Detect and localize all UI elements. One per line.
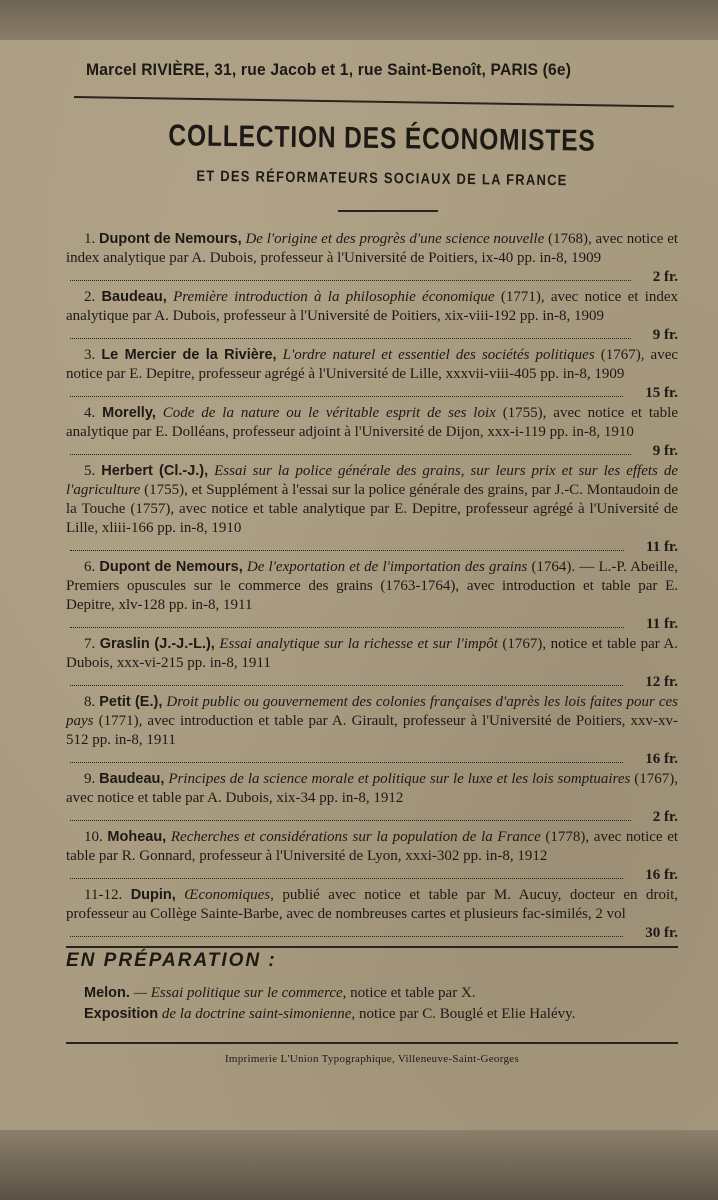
entry-details: (1771), avec notice et index analytique par A. Dubois, professeur à l'Université de Poitiers, xix-viii-192 pp. in-8, 1909 xyxy=(66,289,679,324)
entry-price: 11 fr. xyxy=(646,616,678,632)
entry-number: 4. xyxy=(84,405,96,421)
entry-author: Baudeau, xyxy=(101,289,167,305)
entry-details: (1771), avec introduction et table par A. Girault, professeur à l'Université de Poitiers, xxv-xv-512 pp. in-8, 1911 xyxy=(66,713,679,748)
entry-number: 6. xyxy=(84,559,96,575)
header-rule xyxy=(74,96,674,107)
prep-title: de la doctrine saint-simonienne, xyxy=(161,1005,356,1022)
entry-price: 12 fr. xyxy=(645,674,678,690)
catalog-entry xyxy=(66,288,678,345)
entry-title: Principes de la science morale et politique sur le luxe et les lois somptuaires xyxy=(168,771,631,787)
catalog-entry xyxy=(66,462,678,557)
entry-price-line xyxy=(66,268,678,287)
entry-author: Herbert (Cl.-J.), xyxy=(101,463,209,479)
entry-title: Essai sur la police générale des grains, sur leurs prix et sur les effets de l'agriculture xyxy=(66,463,678,498)
entry-price-line xyxy=(66,673,678,692)
prep-title: — Essai politique sur le commerce, xyxy=(133,984,347,1001)
preparation-label: EN PRÉPARATION : xyxy=(66,949,277,971)
catalog-entry xyxy=(66,558,678,634)
dot-leader xyxy=(70,454,631,455)
entry-price: 30 fr. xyxy=(645,925,678,941)
entry-price-line xyxy=(66,866,678,885)
entry-details: (1778), avec notice et table par R. Gonnard, professeur à l'Université de Lyon, xxxi-302 pp. in-8, 1912 xyxy=(66,829,679,864)
catalog-entry xyxy=(66,886,678,943)
entry-container xyxy=(66,230,678,943)
entry-author: Dupont de Nemours, xyxy=(99,231,242,247)
entry-price: 11 fr. xyxy=(646,539,678,555)
preparation-rule xyxy=(66,946,678,948)
preparation-item xyxy=(66,1005,678,1024)
entry-title: L'ordre naturel et essentiel des sociétés politiques xyxy=(282,347,595,363)
entry-number: 7. xyxy=(84,636,96,652)
entry-details: (1767), avec notice par E. Depitre, professeur agrégé à l'Université de Lille, xxxvii-viii-405 pp. in-8, 1909 xyxy=(66,347,679,382)
entry-title: Droit public ou gouvernement des colonies françaises d'après les lois faites pour ces pays xyxy=(66,694,678,729)
entry-details: (1755), et Supplément à l'essai sur la police générale des grains, par J.-C. Montaudoin de la Touche (1757), avec notice et table analytique par E. Depitre, professeur agrégé à l'Université de Lille, xliii-166 pp. in-8, 1910 xyxy=(66,482,678,536)
entry-number: 2. xyxy=(84,289,96,305)
entry-price-line xyxy=(66,538,678,557)
entry-details-line xyxy=(66,713,678,748)
title-divider xyxy=(338,210,438,212)
dot-leader xyxy=(70,936,623,937)
entry-title: Œconomiques, xyxy=(184,887,274,903)
entry-number: 1. xyxy=(84,231,96,247)
catalog-entry xyxy=(66,404,678,461)
catalog-entry xyxy=(66,230,678,287)
entry-price: 2 fr. xyxy=(652,809,678,825)
entry-price: 16 fr. xyxy=(645,751,678,767)
prep-author: Melon. xyxy=(84,984,130,1001)
entry-price-line xyxy=(66,808,678,827)
entry-price-line xyxy=(66,384,678,403)
entry-price: 2 fr. xyxy=(652,269,678,285)
catalog-sheet xyxy=(62,44,702,1134)
entry-details: (1767), notice et table par A. Dubois, xxx-vi-215 pp. in-8, 1911 xyxy=(66,636,678,671)
entry-details: (1764). — L.-P. Abeille, Premiers opuscules sur le commerce des grains (1763-1764), avec introduction et table par E. Depitre, xlv-128 pp. in-8, 1911 xyxy=(66,559,679,613)
prep-details: notice par C. Bouglé et Elie Halévy. xyxy=(358,1005,576,1022)
entry-number: 3. xyxy=(84,347,96,363)
dot-leader xyxy=(70,627,624,628)
dot-leader xyxy=(70,878,623,879)
entry-number: 5. xyxy=(84,463,96,479)
catalog-entry xyxy=(66,635,678,692)
collection-subtitle: ET DES RÉFORMATEURS SOCIAUX DE LA FRANCE xyxy=(196,167,568,190)
entry-author: Baudeau, xyxy=(99,771,165,787)
entry-price: 9 fr. xyxy=(652,443,678,459)
dot-leader xyxy=(70,820,631,821)
entry-author: Morelly, xyxy=(102,405,156,421)
publisher-line: Marcel RIVIÈRE, 31, rue Jacob et 1, rue Saint-Benoît, PARIS (6e) xyxy=(86,60,572,79)
entry-number: 9. xyxy=(84,771,96,787)
dot-leader xyxy=(70,338,631,339)
entry-author: Dupin, xyxy=(130,887,176,903)
entry-title: Recherches et considérations sur la population de la France xyxy=(170,829,541,845)
entry-number: 10. xyxy=(84,829,103,845)
entry-author: Moheau, xyxy=(107,829,167,845)
printer-imprint: Imprimerie L'Union Typographique, Villeneuve-Saint-Georges xyxy=(224,1052,520,1065)
entry-price: 15 fr. xyxy=(645,385,678,401)
entry-author: Graslin (J.-J.-L.), xyxy=(99,636,215,652)
entry-title: Code de la nature ou le véritable esprit de ses loix xyxy=(162,405,496,421)
entry-price-line xyxy=(66,924,678,943)
footer-rule xyxy=(66,1042,678,1044)
entry-details: publié avec notice et table par M. Aucuy, docteur en droit, professeur au Collège Sainte-Barbe, avec de nombreuses cartes et plusieurs fac-similés, 2 vol xyxy=(66,887,679,922)
entry-price-line xyxy=(66,615,678,634)
entry-number: 11-12. xyxy=(84,887,123,903)
catalog-entry xyxy=(66,346,678,403)
entry-details: (1755), avec notice et table analytique par E. Dolléans, professeur adjoint à l'Université de Dijon, xxx-i-119 pp. in-8, 1910 xyxy=(66,405,679,440)
catalog-entry xyxy=(66,828,678,885)
page-edge-top xyxy=(0,0,718,40)
entry-details: (1768), avec notice et index analytique par A. Dubois, professeur à l'Université de Poitiers, ix-40 pp. in-8, 1909 xyxy=(66,231,679,266)
prep-details: notice et table par X. xyxy=(350,984,476,1001)
entries-list xyxy=(66,230,678,1069)
entry-details-line xyxy=(66,482,678,536)
page-edge-bottom xyxy=(0,1130,718,1200)
catalog-entry xyxy=(66,693,678,769)
dot-leader xyxy=(70,280,631,281)
dot-leader xyxy=(70,685,623,686)
entry-price: 16 fr. xyxy=(645,867,678,883)
entry-number: 8. xyxy=(84,694,96,710)
preparation-item xyxy=(66,984,678,1003)
entry-author: Le Mercier de la Rivière, xyxy=(101,347,277,363)
dot-leader xyxy=(70,396,623,397)
dot-leader xyxy=(70,762,623,763)
entry-price-line xyxy=(66,442,678,461)
entry-title: De l'exportation et de l'importation des grains xyxy=(246,559,528,575)
catalog-entry xyxy=(66,770,678,827)
prep-author: Exposition xyxy=(84,1005,159,1022)
collection-title: COLLECTION DES ÉCONOMISTES xyxy=(168,119,596,158)
entry-details: (1767), avec notice et table par A. Dubois, xix-34 pp. in-8, 1912 xyxy=(66,771,678,806)
entry-author: Petit (E.), xyxy=(99,694,163,710)
entry-title: Essai analytique sur la richesse et sur l'impôt xyxy=(219,636,498,652)
entry-price-line xyxy=(66,326,678,345)
entry-price: 9 fr. xyxy=(652,327,678,343)
preparation-list xyxy=(66,984,678,1024)
entry-author: Dupont de Nemours, xyxy=(99,559,243,575)
entry-title: Première introduction à la philosophie économique xyxy=(173,289,495,305)
dot-leader xyxy=(70,550,624,551)
entry-title: De l'origine et des progrès d'une science nouvelle xyxy=(245,231,545,247)
entry-price-line xyxy=(66,750,678,769)
